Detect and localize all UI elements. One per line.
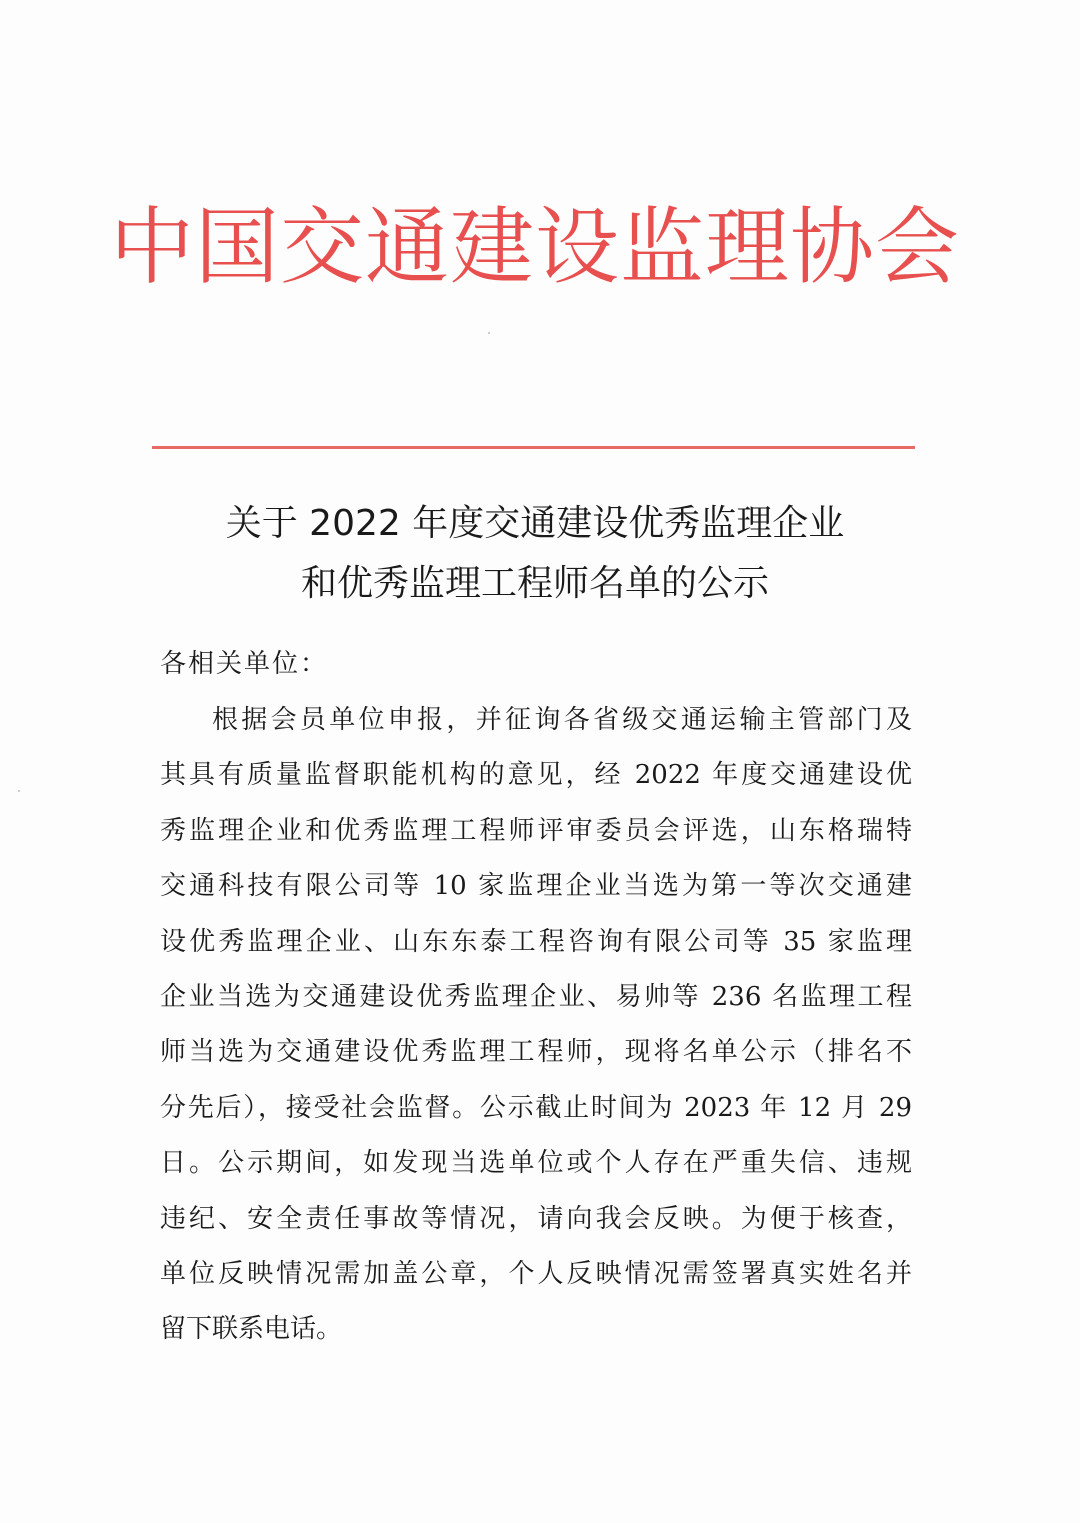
body-line: 分先后），接受社会监督。公示截止时间为 2023 年 12 月 29 — [160, 1092, 912, 1123]
notice-title-line-1: 关于 2022 年度交通建设优秀监理企业 — [225, 503, 845, 544]
notice-body — [160, 693, 912, 1358]
salutation: 各相关单位： — [160, 649, 329, 679]
body-line: 设优秀监理企业、山东东泰工程咨询有限公司等 35 家监理 — [160, 926, 912, 957]
body-line: 留下联系电话。 — [160, 1314, 343, 1345]
letterhead-title: 中国交通建设监理协会 — [110, 197, 961, 296]
body-line: 师当选为交通建设优秀监理工程师，现将名单公示（排名不 — [160, 1037, 912, 1068]
scan-speck — [488, 332, 490, 334]
scan-speck — [18, 790, 20, 792]
notice-title-line-2: 和优秀监理工程师名单的公示 — [300, 563, 769, 604]
body-line: 其具有质量监督职能机构的意见，经 2022 年度交通建设优 — [160, 760, 912, 791]
body-line: 单位反映情况需加盖公章，个人反映情况需签署真实姓名并 — [160, 1258, 912, 1289]
letterhead-divider — [152, 446, 915, 449]
body-line: 违纪、安全责任事故等情况，请向我会反映。为便于核查， — [160, 1203, 912, 1234]
notice-title — [150, 494, 920, 614]
body-line: 日。公示期间，如发现当选单位或个人存在严重失信、违规 — [160, 1148, 912, 1179]
body-line: 交通科技有限公司等 10 家监理企业当选为第一等次交通建 — [160, 871, 912, 902]
body-line: 根据会员单位申报，并征询各省级交通运输主管部门及 — [212, 705, 912, 735]
body-line: 秀监理企业和优秀监理工程师评审委员会评选，山东格瑞特 — [160, 815, 912, 846]
body-line: 企业当选为交通建设优秀监理企业、易帅等 236 名监理工程 — [160, 981, 912, 1012]
